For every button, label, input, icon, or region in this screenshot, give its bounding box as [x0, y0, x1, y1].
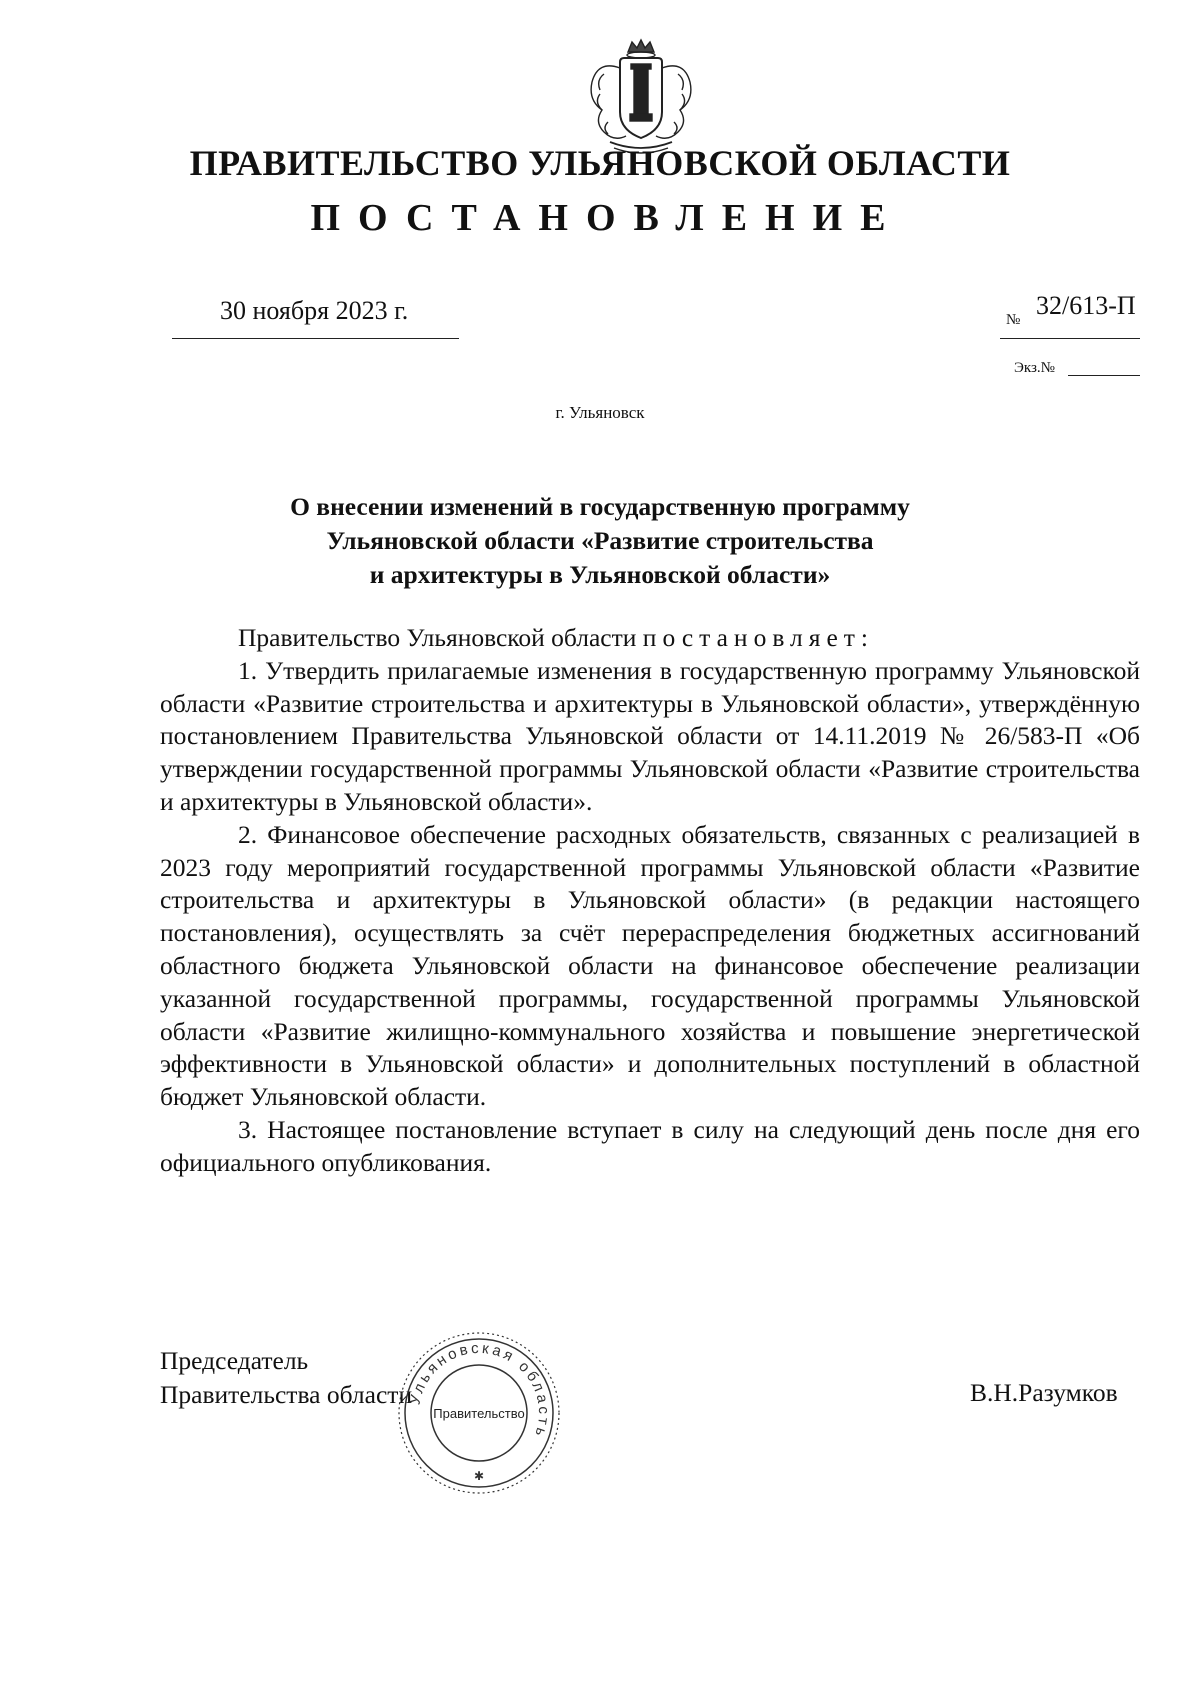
seal-ring-text: Ульяновская область	[406, 1339, 553, 1442]
copy-number-label: Экз.№	[1014, 360, 1055, 376]
official-seal	[394, 1328, 564, 1498]
signatory-title-line-1: Председатель	[160, 1346, 309, 1375]
number-underline	[1000, 338, 1140, 339]
seal-star-icon: ✱	[473, 1469, 485, 1483]
intro-paragraph	[160, 622, 1140, 655]
intro-text: Правительство Ульяновской области	[238, 623, 643, 652]
seal-center-text: Правительство	[433, 1406, 525, 1421]
paragraph-3: 3. Настоящее постановление вступает в силу на следующий день после дня его официального опубликования.	[160, 1114, 1140, 1177]
city-line: г. Ульяновск	[555, 403, 645, 422]
document-number: 32/613-П	[1036, 291, 1136, 320]
signatory-title-line-2: Правительства области	[160, 1380, 413, 1409]
signatory-title	[160, 1344, 412, 1412]
document-date: 30 ноября 2023 г.	[220, 296, 409, 325]
government-title: ПРАВИТЕЛЬСТВО УЛЬЯНОВСКОЙ ОБЛАСТИ	[189, 143, 1011, 183]
copy-number-underline	[1068, 375, 1140, 376]
signatory-name: В.Н.Разумков	[970, 1378, 1118, 1407]
subject-line-2: Ульяновской области «Развитие строительства	[326, 526, 874, 555]
subject-line-1: О внесении изменений в государственную программу	[290, 492, 910, 521]
number-sign: №	[1006, 312, 1021, 328]
intro-verb: постановляет:	[642, 623, 875, 652]
document-type-heading: ПОСТАНОВЛЕНИЕ	[310, 197, 904, 239]
document-body	[160, 622, 1140, 1180]
svg-text:Ульяновская область	[407, 1340, 553, 1441]
paragraph-1: 1. Утвердить прилагаемые изменения в государственную программу Ульяновской области «Развитие строительства и архитектуры в Ульяновской области», утверждённую постановлением Правительства Ульяновской области от 14.11.2019 № 26/583-П «Об утверждении государственной программы Ульяновской области «Развитие строительства и архитектуры в Ульяновской области».	[160, 655, 1140, 816]
date-underline	[172, 338, 459, 339]
coat-of-arms-emblem	[580, 38, 702, 156]
document-subject	[230, 490, 970, 592]
paragraph-2: 2. Финансовое обеспечение расходных обязательств, связанных с реализацией в 2023 году мероприятий государственной программы Ульяновской области «Развитие строительства и архитектуры в Ульяновской области» (в редакции настоящего постановления), осуществлять за счёт перераспределения бюджетных ассигнований областного бюджета Ульяновской области на финансовое обеспечение реализации указанной государственной программы, государственной программы Ульяновской области «Развитие жилищно-коммунального хозяйства и повышение энергетической эффективности в Ульяновской области» и дополнительных поступлений в областной бюджет Ульяновской области.	[160, 819, 1140, 1112]
subject-line-3: и архитектуры в Ульяновской области»	[369, 560, 831, 589]
